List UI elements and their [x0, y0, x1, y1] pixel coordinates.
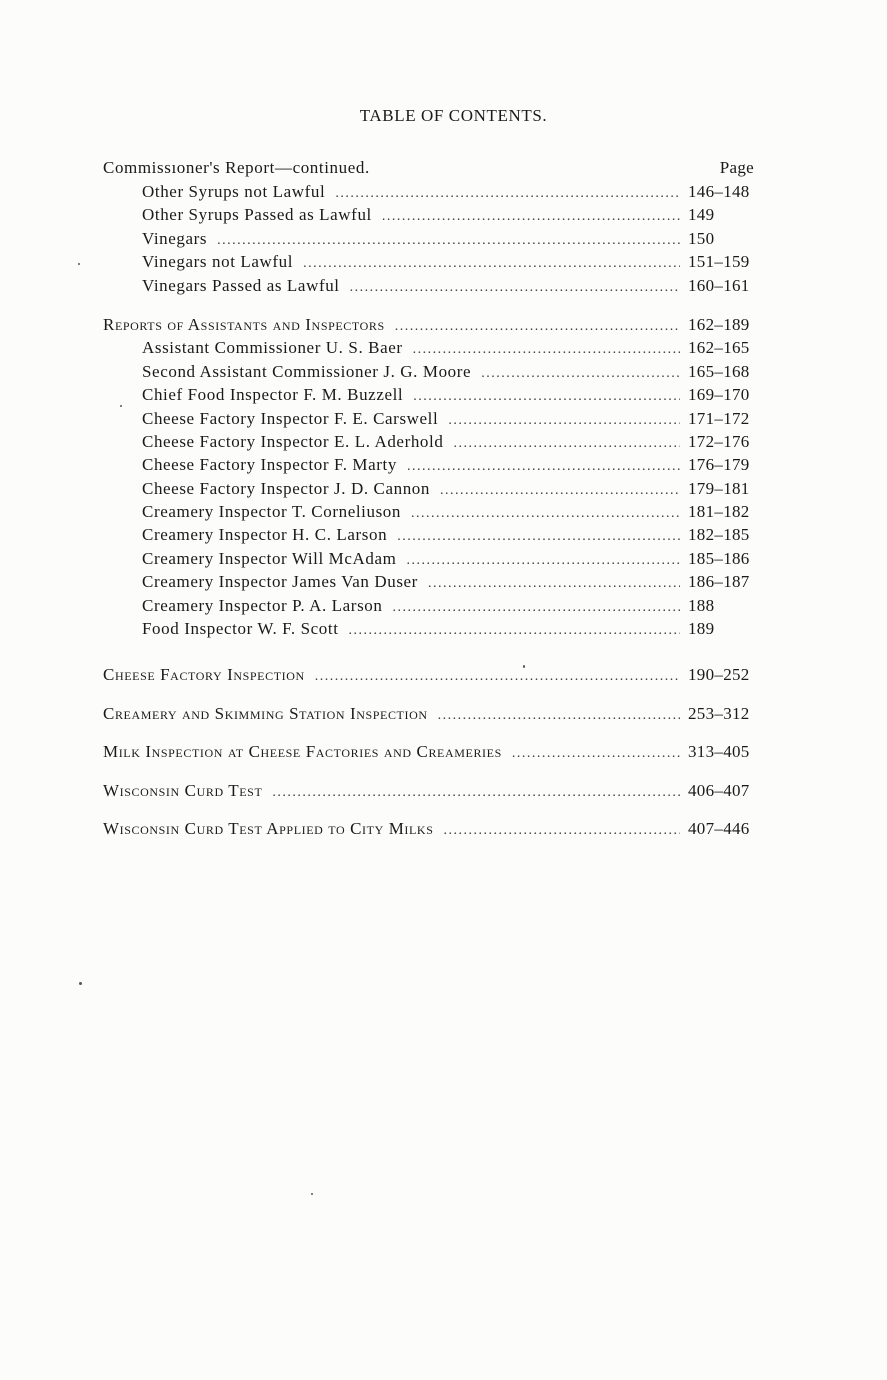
spacer	[103, 689, 756, 704]
toc-entry	[103, 362, 756, 385]
toc-entry	[103, 502, 756, 525]
entry-label: Other Syrups Passed as Lawful	[142, 205, 372, 225]
entry-pages: 253–312	[688, 703, 750, 723]
entry-pages: 188	[688, 595, 715, 615]
entry-label: Other Syrups not Lawful	[142, 182, 326, 201]
entry-label: Second Assistant Commissioner J. G. Moore	[142, 361, 472, 381]
section-label: Reports of Assistants and Inspectors	[103, 314, 385, 334]
entry-label: Vinegars	[142, 228, 208, 248]
toc-entry	[103, 549, 756, 572]
toc-entry	[103, 479, 756, 502]
entry-pages: 407–446	[688, 818, 750, 838]
entry-pages: 149	[688, 205, 715, 225]
dot-leader	[512, 746, 680, 762]
section-label: Creamery and Skimming Station Inspection	[103, 703, 428, 723]
entry-pages: 186–187	[688, 572, 750, 592]
section-entry	[103, 742, 756, 765]
print-speck	[120, 405, 122, 407]
toc-entry	[103, 229, 756, 252]
toc-entry	[103, 409, 756, 432]
entry-label: Cheese Factory Inspector J. D. Cannon	[142, 478, 430, 498]
reports-heading	[103, 315, 756, 338]
page-title: TABLE OF CONTENTS.	[359, 106, 548, 125]
section-entry	[103, 781, 756, 804]
entry-pages: 181–182	[688, 502, 750, 522]
dot-leader	[448, 413, 680, 429]
print-speck	[523, 665, 525, 668]
dot-leader	[382, 209, 680, 225]
entry-pages: 151–159	[688, 252, 750, 272]
dot-leader	[413, 342, 680, 358]
dot-leader	[428, 576, 680, 592]
entry-pages: 406–407	[688, 780, 750, 800]
entry-label: Creamery Inspector H. C. Larson	[142, 525, 388, 545]
dot-leader	[411, 506, 680, 522]
entry-label: Chief Food Inspector F. M. Buzzell	[142, 385, 404, 405]
entry-pages: 171–172	[688, 408, 750, 428]
dot-leader	[272, 785, 680, 801]
section-entry	[103, 704, 756, 727]
spacer	[103, 766, 756, 781]
dot-leader	[393, 600, 681, 616]
dot-leader	[438, 708, 680, 724]
dot-leader	[335, 186, 680, 202]
entry-label: Creamery Inspector T. Corneliuson	[142, 502, 401, 522]
print-speck	[79, 982, 82, 985]
entry-label: Cheese Factory Inspector F. E. Carswell	[142, 408, 439, 428]
entry-pages: 162–165	[688, 338, 750, 358]
dot-leader	[315, 669, 680, 685]
entry-label: Cheese Factory Inspector F. Marty	[142, 455, 397, 475]
entry-pages: 165–168	[688, 361, 750, 381]
entry-label: Creamery Inspector James Van Duser	[142, 572, 418, 592]
spacer	[103, 642, 756, 665]
toc-entry	[103, 338, 756, 361]
entry-pages: 185–186	[688, 548, 750, 568]
section-label: Wisconsin Curd Test	[103, 780, 263, 800]
toc-entry	[103, 619, 756, 642]
section-label: Milk Inspection at Cheese Factories and Creameries	[103, 742, 502, 762]
entry-label: Food Inspector W. F. Scott	[142, 619, 339, 639]
entry-pages: 189	[688, 619, 715, 639]
toc-entry	[103, 572, 756, 595]
dot-leader	[349, 623, 680, 639]
toc-entry	[103, 205, 756, 228]
section-entry	[103, 665, 756, 688]
toc-entry	[103, 596, 756, 619]
entry-label: Creamery Inspector Will McAdam	[142, 548, 397, 568]
entry-pages: 146–148	[688, 182, 750, 201]
entry-pages: 172–176	[688, 431, 750, 451]
spacer	[103, 299, 756, 315]
dot-leader	[407, 459, 680, 475]
spacer	[103, 804, 756, 819]
dot-leader	[303, 256, 680, 272]
toc-entry	[103, 182, 756, 205]
toc-entry	[103, 252, 756, 275]
section-label: Wisconsin Curd Test Applied to City Milks	[103, 818, 434, 838]
print-speck	[78, 263, 80, 265]
toc-entry	[103, 385, 756, 408]
entry-label: Vinegars not Lawful	[142, 252, 294, 272]
entry-pages: 169–170	[688, 385, 750, 405]
print-speck	[311, 1193, 313, 1195]
entry-label: Vinegars Passed as Lawful	[142, 275, 340, 295]
spacer	[103, 727, 756, 742]
entry-pages: 162–189	[688, 314, 750, 334]
dot-leader	[413, 389, 680, 405]
dot-leader	[440, 483, 680, 499]
entry-label: Creamery Inspector P. A. Larson	[142, 595, 383, 615]
entry-pages: 176–179	[688, 455, 750, 475]
section-entry	[103, 819, 756, 842]
dot-leader	[453, 436, 680, 452]
toc-entry	[103, 276, 756, 299]
toc-entry	[103, 525, 756, 548]
entry-pages: 313–405	[688, 742, 750, 762]
dot-leader	[217, 233, 680, 249]
dot-leader	[443, 823, 680, 839]
section-label: Cheese Factory Inspection	[103, 665, 305, 685]
entry-label: Assistant Commissioner U. S. Baer	[142, 338, 403, 358]
toc-entry	[103, 432, 756, 455]
entry-pages: 150	[688, 228, 715, 248]
dot-leader	[406, 553, 680, 569]
entry-label: Cheese Factory Inspector E. L. Aderhold	[142, 431, 444, 451]
entry-pages: 182–185	[688, 525, 750, 545]
dot-leader	[395, 319, 680, 335]
toc-entry	[103, 455, 756, 478]
dot-leader	[397, 529, 680, 545]
commissioner-report-heading	[103, 158, 756, 182]
dot-leader	[481, 366, 680, 382]
dot-leader	[350, 280, 680, 296]
section-label: Commissıoner's Report—continued.	[103, 158, 370, 177]
entry-pages: 160–161	[688, 275, 750, 295]
page-column-heading: Page	[719, 158, 754, 177]
entry-pages: 190–252	[688, 665, 750, 685]
table-of-contents	[103, 158, 756, 842]
entry-pages: 179–181	[688, 478, 750, 498]
